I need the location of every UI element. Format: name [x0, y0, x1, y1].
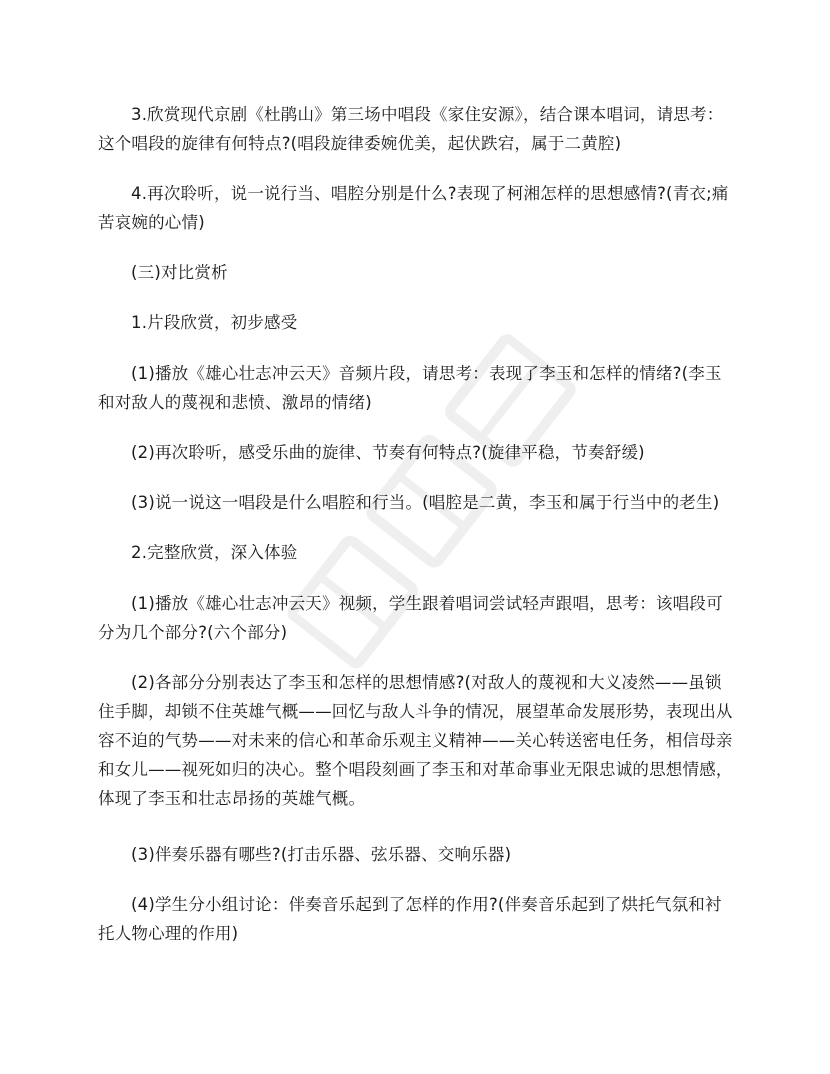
paragraph-4-group-discussion: (4)学生分小组讨论：伴奏音乐起到了怎样的作用?(伴奏音乐起到了烘托气氛和衬托人物心理的作用) [98, 895, 722, 943]
subheading-fragment-appreciation: 1.片段欣赏，初步感受 [131, 313, 298, 332]
paragraph-3-vocal-role: (3)说一说这一唱段是什么唱腔和行当。(唱腔是二黄，李玉和属于行当中的老生) [131, 493, 720, 512]
paragraph-3-instruments: (3)伴奏乐器有哪些?(打击乐器、弦乐器、交响乐器) [131, 845, 512, 864]
paragraph-2-emotions: (2)各部分分别表达了李玉和怎样的思想情感?(对敌人的蔑视和大义凌然——虽锁住手脚，却锁不住英雄气概——回忆与敌人斗争的情况，展望革命发展形势，表现出从容不迫的气势——对未来的信心和革命乐观主义精神——关心转送密电任务，相信母亲和女儿——视死如归的决心。整个唱段刻画了李玉和对革命事业无限忠诚的思想情感，体现了李玉和壮志昂扬的英雄气概。 [98, 673, 733, 808]
paragraph-item-3-appreciation: 3.欣赏现代京剧《杜鹃山》第三场中唱段《家住安源》，结合课本唱词，请思考：这个唱段的旋律有何特点?(唱段旋律委婉优美，起伏跌宕，属于二黄腔) [98, 105, 724, 153]
section-heading-comparison: (三)对比赏析 [131, 263, 228, 282]
subheading-full-appreciation: 2.完整欣赏，深入体验 [131, 543, 298, 562]
paragraph-1-play-audio: (1)播放《雄心壮志冲云天》音频片段，请思考：表现了李玉和怎样的情绪?(李玉和对敌人的蔑视和悲愤、激昂的情绪) [98, 364, 722, 412]
paragraph-2-melody-rhythm: (2)再次聆听，感受乐曲的旋律、节奏有何特点?(旋律平稳，节奏舒缓) [131, 443, 645, 462]
paragraph-1-play-video: (1)播放《雄心壮志冲云天》视频，学生跟着唱词尝试轻声跟唱，思考：该唱段可分为几个部分?(六个部分) [98, 594, 723, 642]
paragraph-item-4-listen-again: 4.再次聆听，说一说行当、唱腔分别是什么?表现了柯湘怎样的思想感情?(青衣;痛苦哀婉的心情) [98, 184, 729, 232]
